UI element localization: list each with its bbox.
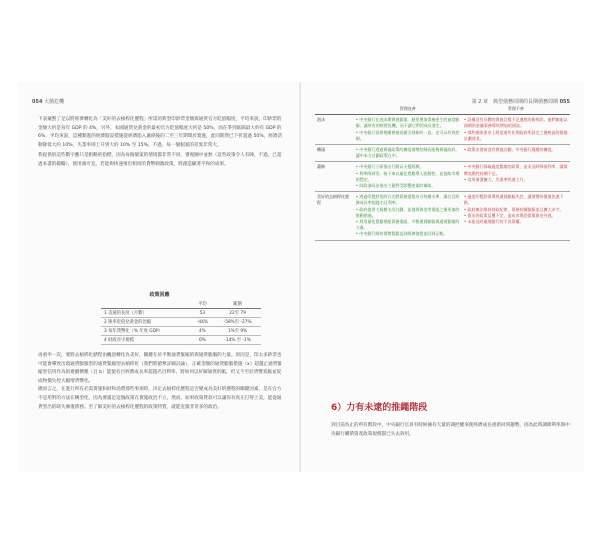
- paragraph: 我提供的這些數字應只是粗略的指標，因為每個個案的情境都非常不同，審視圖中並無（這些政策令人有陣，不過，已超過本書的範疇），使用頭可見，若能夠快速推出相同的貨幣刺激政策，將創造顯著平和的成果。: [38, 153, 282, 167]
- book-spread: [18, 82, 584, 472]
- comparison-table: [315, 104, 570, 241]
- list-item: • 政府提供大規模支出計劃，並發展資金等重組之後更加的推動措施。: [355, 206, 460, 218]
- table-cell: 6%: [191, 336, 215, 345]
- table-cell: 2 匯率貶值兌黃金的比幅: [101, 318, 191, 327]
- list-item: • 中央銀行維持貨幣寬鬆直到經濟復甦並回到正軌。: [355, 231, 448, 237]
- list-item: • 利用量化寬鬆搭配債務重組，平衡通貨膨脹與通貨緊縮的力量。: [355, 219, 460, 231]
- left-page: [18, 82, 301, 472]
- managed-cell: [354, 162, 462, 192]
- list-item: • 過度印製鈔票導致通貨膨脹失控，讓貨幣的價值快速下跌。: [463, 194, 564, 206]
- list-item: • 政策出發前沒有實施計劃，中央銀行遲緩的擴張。: [463, 147, 556, 153]
- table-cell: 1%至 9%: [214, 327, 261, 336]
- table-cell: -14% 至 -1%: [214, 336, 261, 345]
- left-page-number: 054: [32, 99, 43, 105]
- left-body-bottom: [38, 352, 284, 412]
- list-item: • 透過印製鈔票的方式將債務重整為可持續水準，讓名目經濟成長率超越名目利率。: [355, 194, 460, 206]
- mismanaged-cell: [462, 145, 570, 162]
- paragraph: 再重申一次，要將去槓桿化歷程由醜惡轉化為美好，關鍵在於平衡通貨緊縮的與通貨膨脹的力量。原因是，印太多鈔票也可能會導致出現通貨膨脹型的通貨緊縮型去槓桿化（我們將搶奪詳細討論），正確金額的通貨膨脹措施（x）超越止通貨緊縮型信用作為的連續擠壓（且 b）能使名目經濟成長率超越名目利率，將如何以好解通貨的帳，但又不至於貨幣寬鬆並促成物價失控大幅增貨幣化。: [38, 353, 282, 384]
- table-row: [315, 115, 570, 145]
- section-heading: 6）力有未逮的推繩階段: [331, 403, 428, 413]
- managed-cell: [354, 115, 462, 145]
- table-header: 管理良善: [354, 104, 462, 115]
- managed-cell: [354, 192, 462, 240]
- row-label: 轉頭: [315, 145, 354, 162]
- table-row: [101, 309, 261, 318]
- table-header: [315, 104, 354, 115]
- table-row: [101, 336, 261, 345]
- list-item: • 未能及時處理銀行的不良債權。: [463, 219, 524, 225]
- table-row: [101, 327, 261, 336]
- mismanaged-cell: [462, 192, 570, 240]
- table-cell: 22至 79: [214, 309, 261, 318]
- table-cell: -44%: [191, 318, 215, 327]
- table-header: 範圍: [214, 300, 261, 309]
- table-cell: 3 每年貨幣化（% 年度 GDP）: [101, 327, 191, 336]
- mismanaged-cell: [462, 162, 570, 192]
- table-cell: 4%: [191, 327, 215, 336]
- left-body-top: [38, 116, 284, 170]
- list-item: • 中央銀行立即推出行動以支援經濟。: [355, 164, 424, 170]
- list-item: • 信用崩潰擴大，失業率快速上升。: [463, 176, 528, 182]
- right-page-number: 055: [559, 99, 570, 105]
- table-header: [101, 300, 191, 309]
- policy-table: [101, 300, 261, 345]
- list-item: • 政府無法維持財政紀律，債務持續膨脹並且擴大赤字。: [463, 206, 564, 212]
- managed-cell: [354, 145, 462, 162]
- table-header: 管理不善: [462, 104, 570, 115]
- paragraph: 下表彙整了足以將經濟轉化為「美好的去槓桿化歷程」所需的典型印鈔票金額與通貨官方貶值幅度，平均來說，印鈔票的金額大約是每年 GDP 的 4%，另外，本國通貨兌黃金的最初官方貶值幅度大約是 50%，而在爭到區隔最大約有 GDP 的 6%，平均來說，這種類進的經濟假設措施從經濟陷入蕭條後的二至三年期間於實施，此同期貨已下折超過 50%，經濟活動降低大約 10%，失業率則上升到大約 10% 至 15%，不過，每一個個案的差異非常大。: [38, 117, 283, 148]
- mismanaged-cell: [462, 115, 570, 145]
- policy-table-title: 政策回應: [149, 292, 170, 298]
- table-header: 平均: [191, 300, 215, 309]
- row-label: 美好的去槓桿化歷程: [315, 192, 354, 240]
- table-row: [315, 145, 570, 162]
- list-item: • 那些國家要求上經度運作比例政府所設定之後較高的措施計劃使其。: [463, 129, 568, 141]
- right-page: [301, 82, 584, 472]
- list-item: • 設構沒有具體的實施目標不足遵照的新經改，他們無能以預期的金融事務導致增加的預設。: [463, 117, 568, 129]
- list-item: • 中央銀行看相相關會被延緩引到新的一直，也可以有效控制。: [355, 129, 460, 141]
- section-body: 到目前為止的所有階段中，中央銀行官員有時候擁有大量的調控權來使經濟成長重新回到趨勢，因為此時調降利率與中央銀行購債資產政策規模都已失去效用。: [331, 423, 570, 437]
- table-cell: -58%至 -27%: [214, 318, 261, 327]
- list-item: • 利率降到零，接下來以量化寬鬆導入流動性，並協助市場的穩定。: [355, 170, 460, 182]
- table-cell: 4 財政赤字規模: [101, 336, 191, 345]
- table-row: [315, 162, 570, 192]
- list-item: • 財政部同步推出大量對受影響產業的補助。: [355, 183, 436, 189]
- table-row: [101, 318, 261, 327]
- list-item: • 中央銀行在泡沫期實施緊縮，避免增加債務產生的過度膨脹，讓所有的經營投機，而不讓它們的成長發生。: [355, 117, 460, 129]
- table-cell: 1 美通的長度（月數）: [101, 309, 191, 318]
- list-item: • 中央銀行透過實施政策的擴張貨幣控制而能夠實施政府，讓中本方計劃政策在中。: [355, 147, 460, 159]
- row-label: 蕭條: [315, 162, 354, 192]
- left-running-head: 大債危機: [44, 99, 65, 105]
- paragraph: 總而言之，在進行所有必需實施和財和消費那些事項時，決定去槓桿化歷程是否變成為美好的歷程的關鍵因素，是在官方不是用對的方法在轉型化，因為要滿足這個政策在實施政治不立，然而，如果政策貸款可以讓你有真正打得上美，能從通貨型出的缺失修復債務。至了解美好的去槓桿化歷程的政策特質，就能克服非常多的政治。: [38, 387, 282, 410]
- table-cell: 53: [191, 309, 215, 318]
- right-running-head: 第 2 章 典型債務周期的長期債務周期: [471, 99, 558, 105]
- row-label: 泡沫: [315, 115, 354, 145]
- table-row: [315, 192, 570, 240]
- left-page-header: [32, 98, 64, 105]
- list-item: • 推出的政策反覆不定，造成市場恐慌與資金外逃。: [463, 212, 556, 218]
- list-item: • 中央銀行採取過度緊縮的政策，並未及時降低利率，讓貨幣流動性持續不足。: [463, 164, 568, 176]
